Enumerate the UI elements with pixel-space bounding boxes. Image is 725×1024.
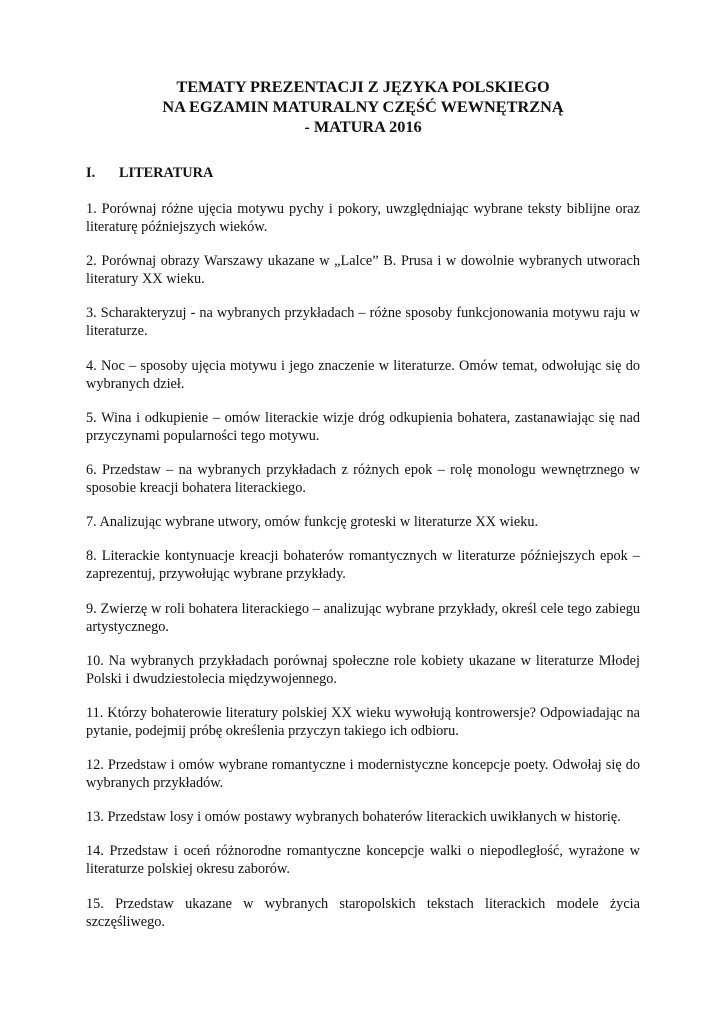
topic-item: 1. Porównaj różne ujęcia motywu pychy i pokory, uwzględniając wybrane teksty biblijne oraz literaturę późniejszych wieków. bbox=[86, 201, 640, 235]
topic-item: 8. Literackie kontynuacje kreacji bohaterów romantycznych w literaturze późniejszych epok – zaprezentuj, przywołując wybrane przykłady. bbox=[86, 548, 640, 583]
document-title bbox=[86, 77, 640, 137]
topic-item: 12. Przedstaw i omów wybrane romantyczne i modernistyczne koncepcje poety. Odwołaj się do wybranych przykładów. bbox=[86, 757, 640, 792]
section-heading bbox=[86, 164, 640, 182]
title-line: TEMATY PREZENTACJI Z JĘZYKA POLSKIEGO bbox=[176, 77, 550, 96]
topic-item: 10. Na wybranych przykładach porównaj społeczne role kobiety ukazane w literaturze Młodej Polski i dwudziestolecia międzywojennego. bbox=[86, 652, 640, 687]
topic-item: 15. Przedstaw ukazane w wybranych staropolskich tekstach literackich modele życia szczęśliwego. bbox=[86, 895, 640, 930]
document-page bbox=[86, 77, 640, 947]
topic-item: 6. Przedstaw – na wybranych przykładach z różnych epok – rolę monologu wewnętrznego w sposobie kreacji bohatera literackiego. bbox=[86, 461, 640, 496]
topic-item: 3. Scharakteryzuj - na wybranych przykładach – różne sposoby funkcjonowania motywu raju w literaturze. bbox=[86, 305, 640, 340]
topic-item: 13. Przedstaw losy i omów postawy wybranych bohaterów literackich uwikłanych w historię. bbox=[86, 809, 621, 826]
topic-item: 14. Przedstaw i oceń różnorodne romantyczne koncepcje walki o niepodległość, wyrażone w literaturze polskiej okresu zaborów. bbox=[86, 843, 640, 878]
topic-item: 9. Zwierzę w roli bohatera literackiego – analizując wybrane przykłady, określ cele tego zabiegu artystycznego. bbox=[86, 600, 640, 635]
topic-item: 4. Noc – sposoby ujęcia motywu i jego znaczenie w literaturze. Omów temat, odwołując się do wybranych dzieł. bbox=[86, 357, 640, 392]
topic-item: 2. Porównaj obrazy Warszawy ukazane w „Lalce” B. Prusa i w dowolnie wybranych utworach literatury XX wieku. bbox=[86, 253, 640, 288]
topic-item: 7. Analizując wybrane utwory, omów funkcję groteski w literaturze XX wieku. bbox=[86, 514, 539, 531]
title-line: - MATURA 2016 bbox=[304, 117, 422, 136]
topic-list bbox=[86, 200, 640, 931]
section-number: I. bbox=[86, 165, 96, 181]
topic-item: 5. Wina i odkupienie – omów literackie wizje dróg odkupienia bohatera, zastanawiając się nad przyczynami popularności tego motywu. bbox=[86, 409, 640, 444]
section-label: LITERATURA bbox=[119, 165, 214, 181]
title-line: NA EGZAMIN MATURALNY CZĘŚĆ WEWNĘTRZNĄ bbox=[162, 97, 564, 116]
topic-item: 11. Którzy bohaterowie literatury polskiej XX wieku wywołują kontrowersje? Odpowiadając na pytanie, podejmij próbę określenia przyczyn takiego ich odbioru. bbox=[86, 704, 640, 739]
